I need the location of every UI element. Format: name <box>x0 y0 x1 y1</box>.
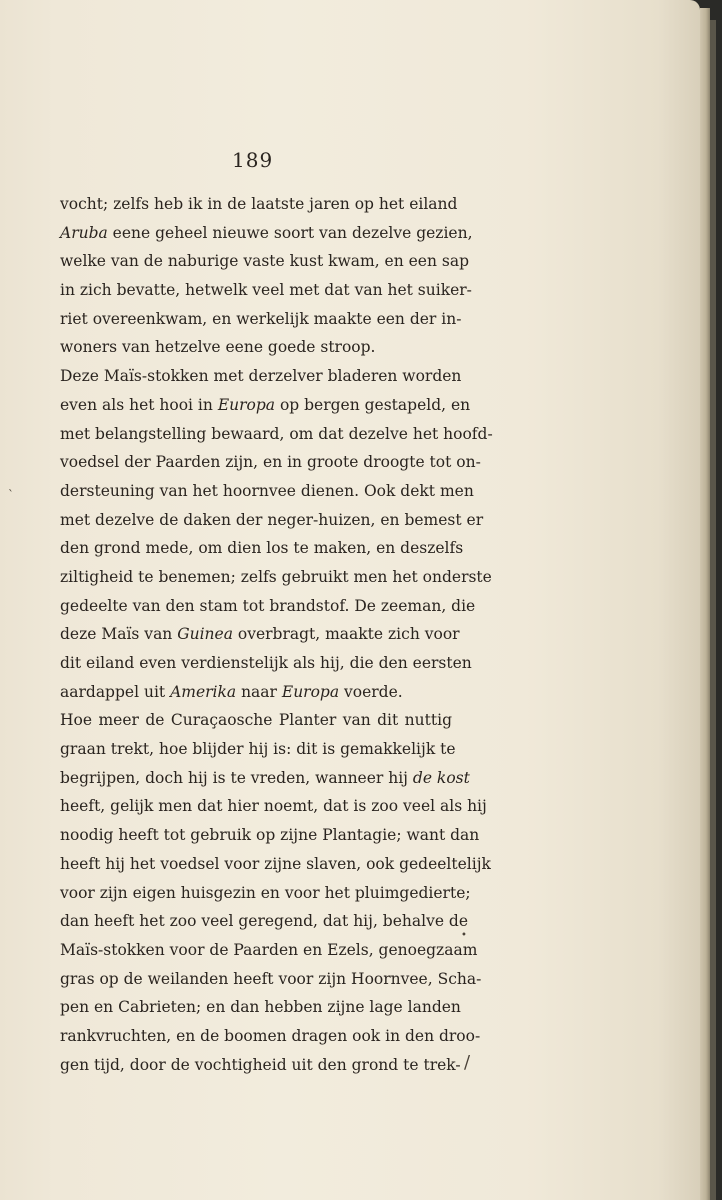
stray-mark: / <box>464 1052 471 1073</box>
text-run: deze Maïs van <box>60 625 178 644</box>
text-run: Hoe meer de Curaçaosche Planter van dit nuttig <box>60 711 452 730</box>
text-line <box>60 563 492 592</box>
text-line <box>60 649 472 678</box>
text-run: dan heeft het zoo veel geregend, dat hij, behalve de <box>60 912 469 931</box>
page-number: 189 <box>232 148 274 172</box>
text-line <box>60 735 456 764</box>
text-run: heeft, gelijk men dat hier noemt, dat is zoo veel als hij <box>60 797 487 816</box>
text-run: welke van de naburige vaste kust kwam, en een sap <box>60 252 470 271</box>
italic-text: Europa <box>217 395 276 414</box>
text-run: heeft hij het voedsel voor zijne slaven, ook gedeeltelijk <box>60 854 491 873</box>
stray-mark: ` <box>8 488 14 502</box>
text-line <box>60 391 471 420</box>
text-run: rankvruchten, en de boomen dragen ook in den droo- <box>60 1026 481 1045</box>
text-line <box>60 678 452 707</box>
text-run: voedsel der Paarden zijn, en in groote droogte tot on- <box>60 453 481 472</box>
text-line <box>60 965 482 994</box>
text-run: met belangstelling bewaard, om dat dezelve het hoofd- <box>60 424 493 443</box>
text-run: met dezelve de daken der neger-huizen, en bemest er <box>60 510 484 529</box>
text-run: Deze Maïs-stokken met derzelver bladeren worden <box>60 367 462 386</box>
text-line <box>60 706 452 735</box>
text-line <box>60 592 476 621</box>
text-run: gras op de weilanden heeft voor zijn Hoornvee, Scha- <box>60 969 482 988</box>
text-line <box>60 190 458 219</box>
italic-text: de kost <box>412 768 470 787</box>
text-run: in zich bevatte, hetwelk veel met dat van het suiker- <box>60 281 472 300</box>
text-run: even als het hooi in <box>60 395 218 414</box>
text-run: den grond mede, om dien los te maken, en deszelfs <box>60 539 464 558</box>
text-line <box>60 1022 481 1051</box>
text-run: voor zijn eigen huisgezin en voor het pluimgedierte; <box>60 883 471 902</box>
text-run: graan trekt, hoe blijder hij is: dit is gemakkelijk te <box>60 740 456 759</box>
text-line <box>60 506 484 535</box>
text-run: eene geheel nieuwe soort van dezelve gezien, <box>107 223 473 242</box>
page-edge <box>700 8 710 1200</box>
body-text <box>60 190 493 1079</box>
italic-text: Amerika <box>170 682 237 701</box>
stray-mark: • <box>461 930 467 941</box>
text-run: naar <box>236 682 282 701</box>
text-line <box>60 362 462 391</box>
text-line <box>60 247 470 276</box>
text-line <box>60 993 461 1022</box>
text-line <box>60 448 481 477</box>
text-run: vocht; zelfs heb ik in de laatste jaren op het eiland <box>60 195 458 213</box>
text-line <box>60 477 474 506</box>
text-run: begrijpen, doch hij is te vreden, wanneer hij <box>60 768 413 787</box>
text-run: pen en Cabrieten; en dan hebben zijne lage landen <box>60 998 461 1017</box>
text-run: gedeelte van den stam tot brandstof. De zeeman, die <box>60 596 476 615</box>
text-line <box>60 1051 461 1080</box>
text-run: ziltigheid te benemen; zelfs gebruikt men het onderste <box>60 567 492 586</box>
text-line <box>60 276 472 305</box>
text-run: dersteuning van het hoornvee dienen. Ook dekt men <box>60 481 474 500</box>
text-run: overbragt, maakte zich voor <box>232 625 460 644</box>
text-line <box>60 821 480 850</box>
text-run: aardappel uit <box>60 682 171 701</box>
text-run: woners van hetzelve eene goede stroop. <box>60 338 376 357</box>
text-run: dit eiland even verdienstelijk als hij, die den eersten <box>60 654 472 672</box>
text-run: Maïs-stokken voor de Paarden en Ezels, genoegzaam <box>60 940 478 959</box>
text-line <box>60 764 470 793</box>
text-run: gen tijd, door de vochtigheid uit den grond te trek- <box>60 1055 461 1074</box>
text-line <box>60 907 469 936</box>
text-line <box>60 534 464 563</box>
text-line <box>60 936 478 965</box>
italic-text: Guinea <box>177 625 233 644</box>
page-edge-shadow <box>710 20 716 1200</box>
text-line <box>60 333 452 362</box>
text-line <box>60 879 471 908</box>
text-line <box>60 620 460 649</box>
italic-text: Aruba <box>60 223 108 242</box>
text-line <box>60 305 462 334</box>
text-run: riet overeenkwam, en werkelijk maakte een der in- <box>60 309 462 328</box>
text-line <box>60 792 487 821</box>
text-run: op bergen gestapeld, en <box>275 395 471 414</box>
text-run: noodig heeft tot gebruik op zijne Plantagie; want dan <box>60 826 480 845</box>
text-run: voerde. <box>339 682 403 701</box>
italic-text: Europa <box>281 682 340 701</box>
text-line <box>60 420 493 449</box>
text-line <box>60 219 473 248</box>
text-line <box>60 850 491 879</box>
